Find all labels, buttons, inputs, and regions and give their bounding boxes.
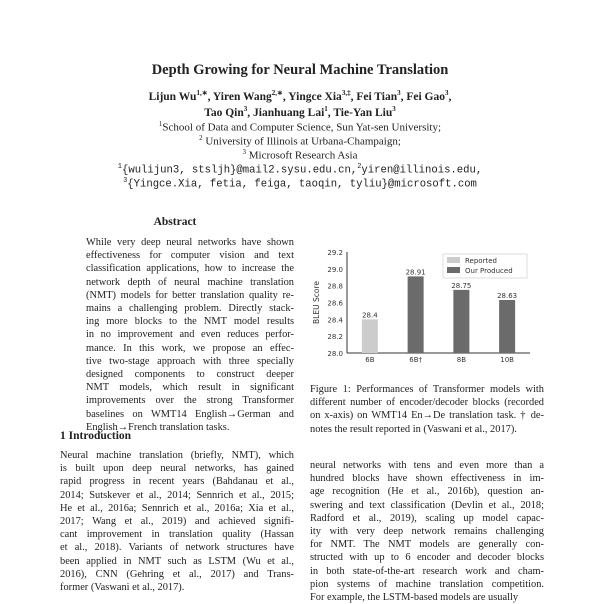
emails-line-1: $^1${wulijun3, stsljh}@mail2.sysu.edu.cn,$^2$yiren@illinois.edu, <box>117 163 483 177</box>
text-line: mance. In this work, we propose an effec- <box>86 342 294 354</box>
author-name: Fei Tian <box>356 90 398 103</box>
text-line: designed components to construct deeper <box>86 369 294 381</box>
text-line: 2014; Sutskever et al., 2014; Sennrich et al., 2015; <box>60 489 294 501</box>
y-tick-label: 29.0 <box>327 265 343 274</box>
text-line: improvements over the strong Transformer <box>86 395 294 407</box>
text-line: in no improvement and even reduces perfor- <box>86 329 294 341</box>
affiliation-3: $^3$ Microsoft Research Asia <box>242 148 358 162</box>
text-line: ity with very deep network remains challenging <box>310 526 544 538</box>
affiliation-1: $^1$School of Data and Computer Science, Sun Yat-sen University; <box>158 120 442 134</box>
text-line: baselines on WMT14 English→German and <box>86 408 294 420</box>
text-line: hundred blocks have shown effectiveness in im- <box>310 473 544 485</box>
legend-label: Reported <box>465 257 497 265</box>
x-tick-label: 6B† <box>409 356 423 364</box>
bar <box>362 319 378 353</box>
text-line: classification applications, how to increase the <box>86 263 294 275</box>
abstract-body <box>86 236 294 434</box>
text-line: for NMT. The NMT models are generally con- <box>310 539 544 551</box>
text-line: age recognition (He et al., 2016b), question an- <box>310 486 544 498</box>
data-label: 28.63 <box>497 291 518 300</box>
bar <box>408 276 424 353</box>
text-line: different number of encoder/decoder blocks (recorded <box>310 397 544 409</box>
text-line: effectiveness for computer vision and text <box>86 250 294 262</box>
author-name: Jianhuang Lai <box>253 106 325 119</box>
authors-line-1: Lijun $Wu^{1,∗}$, Yiren Wang$^{2,∗}$, Yingce Xia$^{3,\ddagger}$, Fei Tian$^3$, Fei Gao$^3$, <box>148 89 452 103</box>
author-affiliation-mark: 3 <box>392 105 396 113</box>
y-tick-label: 28.6 <box>327 299 343 308</box>
y-tick-label: 28.2 <box>327 333 343 342</box>
bar <box>453 290 469 353</box>
y-tick-label: 28.4 <box>327 316 343 325</box>
text-line: (NMT) models for better translation quality re- <box>86 289 294 301</box>
author-affiliation-mark: 3 <box>445 89 449 97</box>
intro-heading: 1 Introduction <box>60 430 132 442</box>
author-name: Tao Qin <box>204 106 244 119</box>
text-line: While very deep neural networks have shown <box>86 237 294 248</box>
text-line: 2017; Wang et al., 2019) and achieved signifi- <box>60 516 294 528</box>
author-affiliation-mark: 2,∗ <box>271 89 283 97</box>
affiliation-2: $^2$ University of Illinois at Urbana-Champaign; <box>199 134 401 148</box>
authors-line-2: Tao Qin$^3$, Jianhuang Lai$^1$, Tie-Yan Liu$^3$ <box>204 105 396 119</box>
text-line: rapid progress in recent years (Bahdanau et al., <box>60 476 294 488</box>
y-tick-label: 29.2 <box>327 249 343 257</box>
text-line: He et al., 2016a; Sennrich et al., 2016a; Xia et al., <box>60 502 294 514</box>
author-name: Yingce Xia <box>288 90 342 103</box>
author-affiliation-mark: 3 <box>397 89 401 97</box>
text-line: in both state-of-the-art research work and cham- <box>310 565 544 577</box>
author-affiliation-mark: 1,∗ <box>196 89 208 97</box>
text-line: is built upon deep neural networks, has gained <box>60 463 294 475</box>
text-line: Neural machine translation (briefly, NMT), which <box>60 450 294 461</box>
author-affiliation-mark: 3 <box>243 105 248 113</box>
text-line: mains a challenging problem. Directly stack- <box>86 303 294 315</box>
text-line: former (Vaswani et al., 2017). <box>60 582 185 594</box>
x-tick-label: 10B <box>500 356 514 364</box>
author-name: Lijun Wu <box>148 90 197 103</box>
x-tick-label: 8B <box>456 356 467 364</box>
bleu-bar-chart <box>305 240 535 370</box>
text-line: network depth of neural machine translation <box>86 276 294 288</box>
intro-body <box>60 449 294 594</box>
author-affiliation-mark: 3,‡ <box>341 89 351 97</box>
bar <box>499 300 515 353</box>
text-line: et al., 2018). Variants of network structures have <box>60 542 294 554</box>
text-line: notes the result reported in (Vaswani et al., 2017). <box>310 423 517 435</box>
y-axis-label: BLEU Score <box>312 281 321 324</box>
text-line: been applied in NMT such as LSTM (Wu et al., <box>60 555 294 567</box>
text-line: English→French translation tasks. <box>86 421 230 433</box>
text-line: For example, the LSTM-based models are usually <box>310 592 519 604</box>
text-line: cant improvement in translation quality (Hassan <box>60 529 294 541</box>
data-label: 28.4 <box>362 311 378 320</box>
author-name: Fei Gao <box>406 90 446 103</box>
abstract-heading: Abstract <box>153 216 197 228</box>
text-line: neural networks with tens and even more than a <box>310 460 544 471</box>
text-line: pion systems of machine translation competition. <box>310 578 544 590</box>
figure-caption <box>310 383 544 436</box>
legend-swatch <box>447 257 460 263</box>
emails-line-2: $^3${Yingce.Xia, fetia, feiga, taoqin, tyliu}@microsoft.com <box>123 177 477 191</box>
author-affiliation-mark: 1 <box>324 105 328 113</box>
x-tick-label: 6B <box>365 356 375 364</box>
paper-title: Depth Growing for Neural Machine Translation <box>151 62 449 78</box>
text-line: Radford et al., 2019), scaling up model capac- <box>310 512 544 524</box>
author-name: Yiren Wang <box>212 90 272 103</box>
y-tick-label: 28.0 <box>327 350 343 358</box>
legend-label: Our Produced <box>465 267 513 275</box>
text-line: structed with up to 6 encoder and decoder blocks <box>310 552 544 564</box>
data-label: 28.91 <box>405 268 426 277</box>
legend-swatch <box>447 267 460 273</box>
y-tick-label: 28.8 <box>327 282 343 291</box>
text-line: Figure 1: Performances of Transformer models with <box>310 384 544 395</box>
author-name: Tie-Yan Liu <box>333 106 393 119</box>
right-column-body <box>310 459 544 604</box>
data-label: 28.75 <box>451 281 472 290</box>
text-line: on x-axis) on WMT14 En→De translation task. † de- <box>310 410 544 422</box>
text-line: NMT models, which result in significant <box>86 382 294 394</box>
text-line: swering and text classification (Devlin et al., 2018; <box>310 499 544 511</box>
text-line: tive two-stage approach with three specially <box>86 355 294 367</box>
text-line: ing more blocks to the NMT model results <box>86 316 294 328</box>
text-line: 2016), CNN (Gehring et al., 2017) and Trans- <box>60 568 294 580</box>
